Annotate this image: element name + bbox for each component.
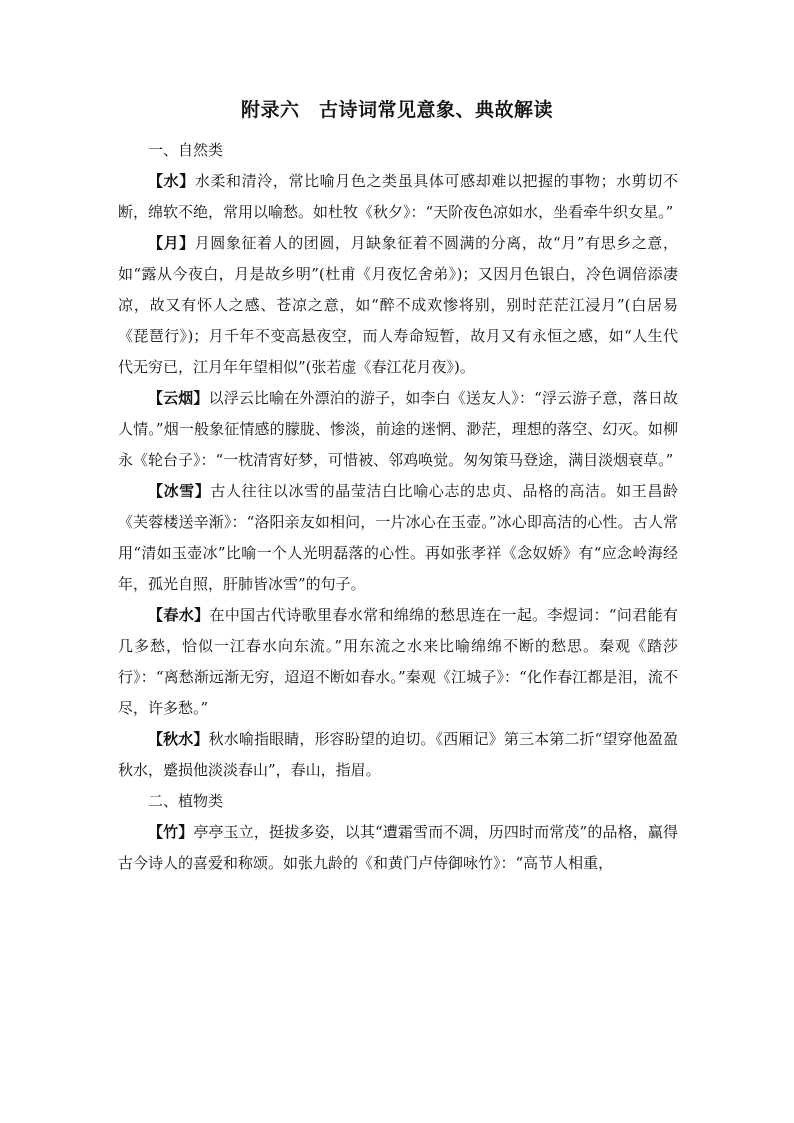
document-body bbox=[118, 135, 678, 879]
entry-term: 【秋水】 bbox=[148, 730, 209, 748]
entry-text: 古人往往以冰雪的晶莹洁白比喻心志的忠贞、品格的高洁。如王昌龄《芙蓉楼送辛渐》：“洛阳亲友如相问，一片冰心在玉壶。”冰心即高洁的心性。古人常用“清如玉壶冰”比喻一个人光明磊落的心性。再如张孝祥《念奴娇》有“应念岭海经年，孤光自照，肝肺皆冰雪”的句子。 bbox=[118, 482, 678, 593]
section-heading-nature: 一、自然类 bbox=[148, 141, 224, 159]
entry-term: 【冰雪】 bbox=[148, 482, 211, 500]
entry-term: 【竹】 bbox=[148, 823, 194, 841]
page-title: 附录六 古诗词常见意象、典故解读 bbox=[240, 99, 553, 121]
entry-text: 秋水喻指眼睛，形容盼望的迫切。《西厢记》第三本第二折“望穿他盈盈秋水，蹙损他淡淡春山”，春山，指眉。 bbox=[118, 730, 678, 779]
entry-term: 【云烟】 bbox=[148, 389, 209, 407]
entry-spring-water bbox=[118, 600, 678, 724]
entry-text: 在中国古代诗歌里春水常和绵绵的愁思连在一起。李煜词：“问君能有几多愁，恰似一江春水向东流。”用东流之水来比喻绵绵不断的愁思。秦观《踏莎行》：“离愁渐远渐无穷，迢迢不断如春水。”秦观《江城子》：“化作春江都是泪，流不尽，许多愁。” bbox=[118, 606, 678, 717]
entry-term: 【月】 bbox=[148, 234, 195, 252]
entry-autumn-water bbox=[118, 724, 678, 786]
section-heading-plants: 二、植物类 bbox=[148, 792, 224, 810]
entry-bamboo bbox=[118, 817, 678, 879]
entry-term: 【春水】 bbox=[148, 606, 210, 624]
entry-ice-snow bbox=[118, 476, 678, 600]
entry-moon bbox=[118, 228, 678, 383]
entry-cloud-smoke bbox=[118, 383, 678, 476]
entry-text: 以浮云比喻在外漂泊的游子，如李白《送友人》：“浮云游子意，落日故人情。”烟一般象征情感的朦胧、惨淡，前途的迷惘、渺茫，理想的落空、幻灭。如柳永《轮台子》：“一枕清宵好梦，可惜被、邻鸡唤觉。匆匆策马登途，满目淡烟衰草。” bbox=[118, 389, 678, 469]
entry-text: 亭亭玉立，挺拔多姿，以其“遭霜雪而不凋，历四时而常茂”的品格，赢得古今诗人的喜爱和称颂。如张九龄的《和黄门卢侍御咏竹》：“高节人相重， bbox=[118, 823, 678, 872]
entry-water bbox=[118, 166, 678, 228]
entry-text: 水柔和清泠，常比喻月色之类虽具体可感却难以把握的事物；水剪切不断，绵软不绝，常用以喻愁。如杜牧《秋夕》：“天阶夜色凉如水，坐看牵牛织女星。” bbox=[118, 172, 678, 221]
entry-term: 【水】 bbox=[148, 172, 195, 190]
entry-text: 月圆象征着人的团圆，月缺象征着不圆满的分离，故“月”有思乡之意，如“露从今夜白，月是故乡明”(杜甫《月夜忆舍弟》)；又因月色银白，冷色调倍添凄凉，故又有怀人之感、苍凉之意，如“醉不成欢惨将别，别时茫茫江浸月”(白居易《琵琶行》)；月千年不变高悬夜空，而人寿命短暂，故月又有永恒之感，如“人生代代无穷已，江月年年望相似”(张若虚《春江花月夜》)。 bbox=[118, 234, 678, 376]
